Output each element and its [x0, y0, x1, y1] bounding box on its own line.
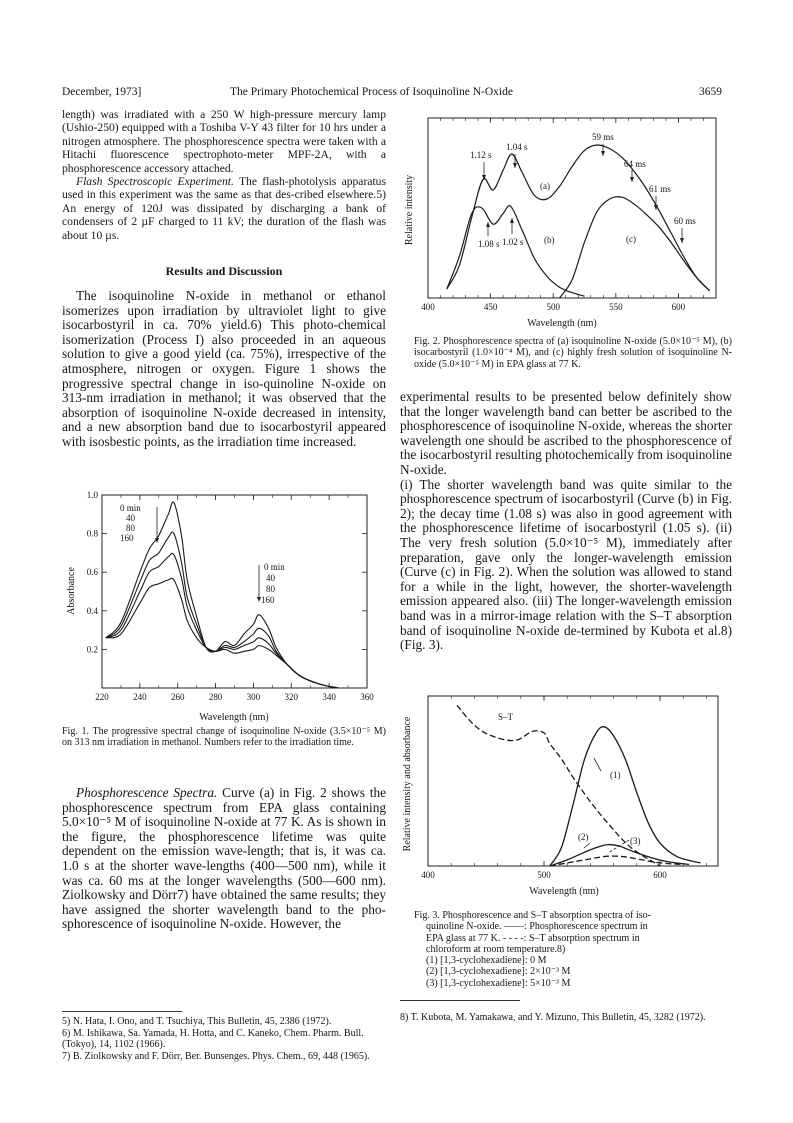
x-tick-label: 240	[133, 692, 147, 702]
x-tick-label: 260	[170, 692, 185, 702]
footnote-7: 7) B. Ziolkowsky and F. Dörr, Ber. Bunsenges. Phys. Chem., 69, 448 (1965).	[62, 1050, 370, 1062]
x-tick-label: 340	[322, 692, 336, 702]
fig2-label-59ms: 59 ms	[592, 132, 614, 142]
fig2-label-a: (a)	[540, 181, 550, 191]
figure-3	[398, 692, 728, 900]
fig1-series-3	[106, 578, 339, 688]
fig3-caption-line: (3) [1,3-cyclohexadiene]: 5×10⁻³ M	[426, 977, 571, 989]
fig3-label-3: (3)	[630, 836, 641, 846]
y-tick-label: 0.6	[86, 567, 98, 578]
fig2-ylabel: Relative intensity	[404, 174, 415, 246]
fig3-annotations	[498, 712, 641, 853]
x-tick-label: 600	[653, 870, 667, 880]
fig3-caption-line: Fig. 3. Phosphorescence and S–T absorption spectra of iso-	[414, 910, 651, 921]
fig2-label-60ms: 60 ms	[674, 216, 696, 226]
fig2-arrowhead	[513, 163, 517, 168]
fig1-series-2	[106, 553, 339, 688]
fig3-ylabel: Relative intensity and absorbance	[402, 716, 413, 852]
fig3-caption	[414, 910, 732, 989]
fig1-leg-l2: 80	[126, 523, 135, 533]
right-text-2: (i) The shorter wavelength band was quite similar to the phosphorescence spectrum of isocarbostyril (Curve (b) in Fig. 2); the decay time (1.08 s) was also in good agreement with the phosphorescence lifetime of isocarbostyril (1.05 s). (ii) The very fresh solution (5.0×10⁻⁵ M), immediately after preparation, gave only the longer-wavelength emission (Curve (c) in Fig. 2). When the solution was allowed to stand for a while in the light, however, the shorter-wavelength emission appeared also. (iii) The longer-wavelength emission band was in a mirror-image relation with the S–T absorption band of isoquinoline N-oxide de-termined by Kubota et al.8) (Fig. 3).	[400, 476, 732, 653]
fig2-arrowhead	[630, 177, 634, 182]
fig2-label-b: (b)	[544, 235, 555, 245]
x-tick-label: 450	[483, 302, 498, 312]
fig2-label-102s: 1.02 s	[502, 237, 524, 247]
fig3-label-1: (1)	[610, 770, 621, 780]
fig2-arrowhead	[486, 222, 490, 227]
y-tick-label: 0.4	[86, 605, 98, 616]
flash-heading: Flash Spectroscopic Experiment.	[76, 175, 234, 189]
fig2-label-c: (c)	[626, 234, 636, 244]
fig2-frame	[428, 118, 716, 298]
figure-2	[398, 110, 728, 332]
fig1-frame	[102, 495, 367, 688]
fig3-series-1	[550, 727, 701, 866]
x-tick-label: 400	[421, 302, 435, 312]
footnote-8: 8) T. Kubota, M. Yamakawa, and Y. Mizuno, This Bulletin, 45, 3282 (1972).	[400, 1012, 706, 1023]
fig3-caption-line: (1) [1,3-cyclohexadiene]: 0 M	[426, 955, 547, 967]
fig1-leg-r2: 80	[266, 584, 275, 594]
fig2-axes	[421, 118, 716, 312]
x-tick-label: 600	[671, 302, 686, 312]
y-tick-label: 0.8	[86, 528, 98, 539]
footnote-rule-right	[400, 1000, 520, 1001]
fig3-caption-line: quinoline N-oxide. ——: Phosphorescence spectrum in	[426, 921, 648, 933]
figure-1	[60, 485, 390, 725]
fig2-series-2	[560, 197, 710, 298]
fig2-series-0	[447, 145, 710, 291]
fig3-axes	[421, 696, 706, 880]
fig2-label-64ms: 64 ms	[624, 159, 646, 169]
fig1-curves	[106, 502, 339, 688]
fig2-series-1	[447, 206, 585, 297]
fig3-caption-line: EPA glass at 77 K. - - - -: S–T absorption spectrum in	[426, 932, 640, 944]
header-title: The Primary Photochemical Process of Isoquinoline N-Oxide	[230, 86, 513, 98]
fig3-label-2: (2)	[578, 832, 589, 842]
fig2-arrowhead	[680, 238, 684, 243]
x-tick-label: 550	[609, 302, 623, 312]
phos-text: Curve (a) in Fig. 2 shows the phosphorescence spectrum from EPA glass containing 5.0×10⁻⁵ M of isoquinoline N-oxide at 77 K. As is shown in the figure, the phosphorescence lifetime was quite dependent on the emission wave-length; that is, it was ca. 1.0 s at the shorter wave-lengths (400—500 nm), while it was ca. 60 ms at the longer wavelengths (500—600 nm). Ziolkowsky and Dörr7) have obtained the same results; they have assigned the shorter wavelength band to the pho-sphorescence of isoquinoline N-oxide. However, the	[62, 785, 386, 932]
x-tick-label: 360	[360, 692, 374, 702]
header-date: December, 1973]	[62, 86, 142, 98]
fig2-caption: Fig. 2. Phosphorescence spectra of (a) isoquinoline N-oxide (5.0×10⁻⁵ M), (b) isocarbostyril (1.0×10⁻⁴ M), and (c) highly fresh solution of isoquinoline N-oxide (5.0×10⁻⁵ M) in EPA glass at 77 K.	[414, 336, 732, 370]
footnotes-left	[62, 1016, 386, 1062]
fig1-series-0	[106, 502, 339, 688]
x-tick-label: 400	[421, 870, 435, 880]
fig1-xlabel: Wavelength (nm)	[199, 712, 269, 723]
fig3-caption-line: chloroform at room temperature.8)	[426, 943, 566, 955]
fig3-xlabel: Wavelength (nm)	[529, 886, 599, 897]
fig1-leg-l1: 40	[126, 513, 135, 523]
fig1-series-1	[106, 532, 339, 688]
results-paragraph	[62, 289, 386, 450]
fig2-label-61ms: 61 ms	[649, 184, 671, 194]
fig1-ylabel: Absorbance	[66, 567, 77, 615]
right-paragraph	[400, 390, 732, 653]
fig2-arrowhead	[601, 151, 605, 156]
fig2-label-104s: 1.04 s	[506, 142, 528, 152]
fig1-leg-l3: 160	[120, 533, 134, 543]
fig2-xlabel: Wavelength (nm)	[527, 318, 597, 329]
fig1-leg-r0: 0 min	[264, 562, 285, 572]
x-tick-label: 300	[246, 692, 261, 702]
fig2-label-112s: 1.12 s	[470, 150, 492, 160]
fig1-legend-right	[257, 562, 285, 605]
footnote-6: 6) M. Ishikawa, Sa. Yamada, H. Hotta, and C. Kaneko, Chem. Pharm. Bull. (Tokyo), 14, 1102 (1966).	[62, 1027, 364, 1051]
fig2-curves	[447, 144, 710, 298]
x-tick-label: 500	[546, 302, 560, 312]
phosphorescence-paragraph	[62, 786, 386, 932]
intro-paragraph	[62, 108, 386, 242]
right-text-1: experimental results to be presented below definitely show that the longer wavelength band can better be ascribed to the phosphorescence of isoquinoline N-oxide, whereas the shorter wavelength one should be ascribed to the phosphorescence of the isocarbostyril resulting photochemically from isoquinoline N-oxide.	[400, 389, 732, 477]
fig2-label-108s: 1.08 s	[478, 239, 500, 249]
x-tick-label: 500	[537, 870, 551, 880]
x-tick-label: 280	[208, 692, 223, 702]
fig1-leg-r3: 160	[261, 595, 275, 605]
x-tick-label: 220	[95, 692, 109, 702]
phos-heading: Phosphorescence Spectra.	[76, 785, 218, 800]
intro-text: length) was irradiated with a 250 W high-pressure mercury lamp (Ushio-250) equipped with a Toshiba V-Y 43 filter for 10 hrs under a nitrogen atmosphere. The phosphorescence spectra were taken with a Hitachi fluorescence spectrophoto-meter MPF-2A, with a phosphorescence accessory attached.	[62, 108, 386, 175]
results-text: The isoquinoline N-oxide in methanol or ethanol isomerizes upon irradiation by ultraviolet light to give isocarbostyril in ca. 70% yield.6) This photo-chemical isomerization (Process I) also proceeded in an aqueous solution to give a good yield (ca. 75%), irrespective of the atmosphere, nitrogen or oxygen. Figure 1 shows the progressive spectral change in iso-quinoline N-oxide on 313-nm irradiation in methanol; it was observed that the absorption of isoquinoline N-oxide decreased in intensity, and a new absorption band due to isocarbostyril appeared with isosbestic points, as the irradiation time increased.	[62, 288, 386, 449]
footnote-5: 5) N. Hata, I. Ono, and T. Tsuchiya, This Bulletin, 45, 2386 (1972).	[62, 1016, 332, 1027]
flash-text: The flash-photolysis apparatus used in this experiment was the same as that des-cribed elsewhere.5) An energy of 120J was dissipated by discharging a bank of condensers of 2 µF charged to 11 kV; the duration of the flash was about 10 µs.	[62, 175, 386, 242]
fig2-arrowhead	[510, 218, 514, 223]
fig1-leg-l0: 0 min	[120, 503, 141, 513]
fig1-legend-left	[120, 503, 159, 543]
fig1-caption: Fig. 1. The progressive spectral change of isoquinoline N-oxide (3.5×10⁻⁵ M) on 313 nm irradiation in methanol. Numbers refer to the irradiation time.	[62, 726, 386, 749]
y-tick-label: 1.0	[86, 490, 98, 500]
x-tick-label: 320	[284, 692, 299, 702]
y-tick-label: 0.2	[86, 644, 98, 655]
fig3-caption-line: (2) [1,3-cyclohexadiene]: 2×10⁻³ M	[426, 966, 571, 978]
fig1-leg-r1: 40	[266, 573, 275, 583]
footnote-rule-left	[62, 1011, 182, 1012]
fig3-label-st: S–T	[498, 712, 514, 722]
section-heading: Results and Discussion	[165, 264, 283, 278]
page-number: 3659	[699, 86, 722, 98]
